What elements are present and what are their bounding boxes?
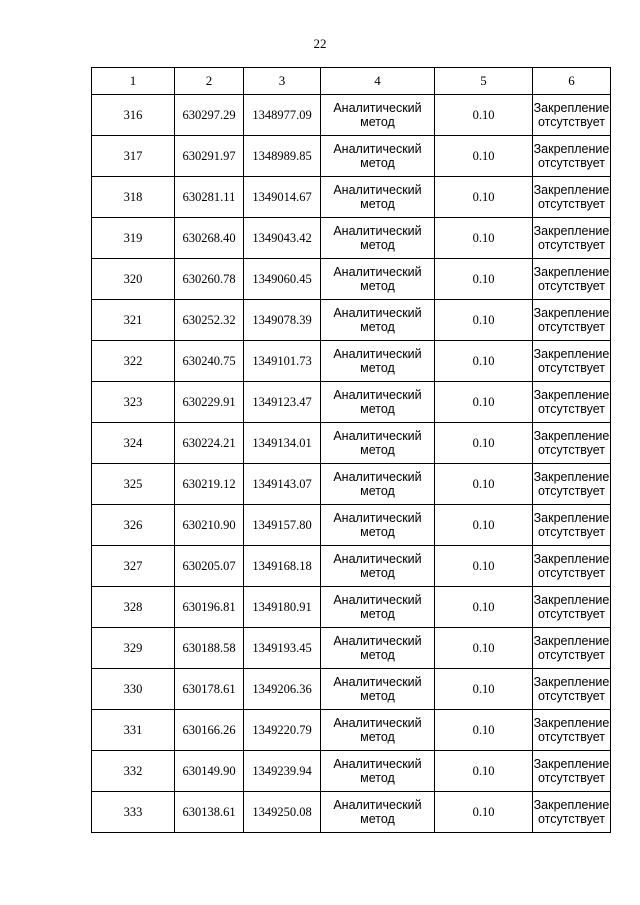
point-number-cell: 317 bbox=[92, 136, 175, 177]
precision-cell: 0.10 bbox=[435, 382, 533, 423]
x-coordinate-cell: 630224.21 bbox=[175, 423, 244, 464]
fixing-line-2: отсутствует bbox=[537, 566, 606, 580]
fixing-cell bbox=[533, 751, 611, 792]
x-coordinate-cell: 630297.29 bbox=[175, 95, 244, 136]
method-cell bbox=[321, 710, 435, 751]
method-cell bbox=[321, 259, 435, 300]
y-coordinate-cell: 1349250.08 bbox=[244, 792, 321, 833]
method-line-2: метод bbox=[360, 197, 395, 211]
fixing-line-1: Закрепление bbox=[533, 798, 610, 812]
point-number-cell: 333 bbox=[92, 792, 175, 833]
method-line-1: Аналитический bbox=[333, 347, 422, 361]
fixing-cell bbox=[533, 95, 611, 136]
method-line-2: метод bbox=[360, 607, 395, 621]
fixing-line-2: отсутствует bbox=[537, 648, 606, 662]
fixing-line-1: Закрепление bbox=[533, 388, 610, 402]
method-cell bbox=[321, 628, 435, 669]
method-line-1: Аналитический bbox=[333, 429, 422, 443]
method-line-2: метод bbox=[360, 566, 395, 580]
y-coordinate-cell: 1349123.47 bbox=[244, 382, 321, 423]
fixing-line-1: Закрепление bbox=[533, 552, 610, 566]
precision-cell: 0.10 bbox=[435, 751, 533, 792]
fixing-cell bbox=[533, 382, 611, 423]
precision-cell: 0.10 bbox=[435, 259, 533, 300]
point-number-cell: 324 bbox=[92, 423, 175, 464]
method-cell bbox=[321, 751, 435, 792]
coordinates-table bbox=[91, 67, 611, 833]
precision-cell: 0.10 bbox=[435, 423, 533, 464]
fixing-line-2: отсутствует bbox=[537, 361, 606, 375]
method-cell bbox=[321, 587, 435, 628]
method-line-1: Аналитический bbox=[333, 183, 422, 197]
fixing-cell bbox=[533, 505, 611, 546]
y-coordinate-cell: 1349143.07 bbox=[244, 464, 321, 505]
point-number-cell: 323 bbox=[92, 382, 175, 423]
fixing-cell bbox=[533, 710, 611, 751]
method-cell bbox=[321, 669, 435, 710]
y-coordinate-cell: 1349043.42 bbox=[244, 218, 321, 259]
table-body bbox=[92, 95, 611, 833]
table-row bbox=[92, 587, 611, 628]
fixing-line-1: Закрепление bbox=[533, 183, 610, 197]
x-coordinate-cell: 630205.07 bbox=[175, 546, 244, 587]
fixing-line-1: Закрепление bbox=[533, 470, 610, 484]
method-line-2: метод bbox=[360, 648, 395, 662]
column-header-3: 3 bbox=[244, 68, 321, 95]
method-line-2: метод bbox=[360, 771, 395, 785]
fixing-line-2: отсутствует bbox=[537, 689, 606, 703]
fixing-cell bbox=[533, 546, 611, 587]
fixing-cell bbox=[533, 136, 611, 177]
method-line-2: метод bbox=[360, 320, 395, 334]
point-number-cell: 330 bbox=[92, 669, 175, 710]
point-number-cell: 329 bbox=[92, 628, 175, 669]
method-line-1: Аналитический bbox=[333, 716, 422, 730]
method-cell bbox=[321, 423, 435, 464]
method-line-1: Аналитический bbox=[333, 757, 422, 771]
table-row bbox=[92, 546, 611, 587]
x-coordinate-cell: 630268.40 bbox=[175, 218, 244, 259]
precision-cell: 0.10 bbox=[435, 218, 533, 259]
fixing-line-2: отсутствует bbox=[537, 320, 606, 334]
y-coordinate-cell: 1349101.73 bbox=[244, 341, 321, 382]
method-line-2: метод bbox=[360, 730, 395, 744]
fixing-line-2: отсутствует bbox=[537, 402, 606, 416]
table-row bbox=[92, 505, 611, 546]
fixing-line-1: Закрепление bbox=[533, 101, 610, 115]
x-coordinate-cell: 630149.90 bbox=[175, 751, 244, 792]
method-cell bbox=[321, 177, 435, 218]
method-cell bbox=[321, 95, 435, 136]
column-header-6: 6 bbox=[533, 68, 611, 95]
table-row bbox=[92, 341, 611, 382]
fixing-line-1: Закрепление bbox=[533, 757, 610, 771]
method-line-1: Аналитический bbox=[333, 224, 422, 238]
y-coordinate-cell: 1349134.01 bbox=[244, 423, 321, 464]
precision-cell: 0.10 bbox=[435, 710, 533, 751]
table-row bbox=[92, 136, 611, 177]
table-row bbox=[92, 259, 611, 300]
method-line-1: Аналитический bbox=[333, 470, 422, 484]
x-coordinate-cell: 630252.32 bbox=[175, 300, 244, 341]
point-number-cell: 332 bbox=[92, 751, 175, 792]
fixing-line-2: отсутствует bbox=[537, 279, 606, 293]
method-line-2: метод bbox=[360, 443, 395, 457]
fixing-line-1: Закрепление bbox=[533, 675, 610, 689]
y-coordinate-cell: 1349157.80 bbox=[244, 505, 321, 546]
y-coordinate-cell: 1348977.09 bbox=[244, 95, 321, 136]
fixing-cell bbox=[533, 628, 611, 669]
y-coordinate-cell: 1349206.36 bbox=[244, 669, 321, 710]
table-row bbox=[92, 300, 611, 341]
method-cell bbox=[321, 505, 435, 546]
fixing-line-2: отсутствует bbox=[537, 730, 606, 744]
table-row bbox=[92, 628, 611, 669]
x-coordinate-cell: 630219.12 bbox=[175, 464, 244, 505]
y-coordinate-cell: 1349193.45 bbox=[244, 628, 321, 669]
fixing-line-1: Закрепление bbox=[533, 142, 610, 156]
method-cell bbox=[321, 382, 435, 423]
fixing-cell bbox=[533, 792, 611, 833]
method-line-2: метод bbox=[360, 689, 395, 703]
method-line-1: Аналитический bbox=[333, 388, 422, 402]
x-coordinate-cell: 630240.75 bbox=[175, 341, 244, 382]
x-coordinate-cell: 630166.26 bbox=[175, 710, 244, 751]
table-row bbox=[92, 669, 611, 710]
method-line-2: метод bbox=[360, 525, 395, 539]
x-coordinate-cell: 630291.97 bbox=[175, 136, 244, 177]
method-cell bbox=[321, 136, 435, 177]
fixing-line-1: Закрепление bbox=[533, 265, 610, 279]
table-row bbox=[92, 464, 611, 505]
method-line-2: метод bbox=[360, 484, 395, 498]
y-coordinate-cell: 1349168.18 bbox=[244, 546, 321, 587]
x-coordinate-cell: 630196.81 bbox=[175, 587, 244, 628]
point-number-cell: 326 bbox=[92, 505, 175, 546]
method-cell bbox=[321, 341, 435, 382]
fixing-line-2: отсутствует bbox=[537, 197, 606, 211]
method-cell bbox=[321, 218, 435, 259]
column-header-5: 5 bbox=[435, 68, 533, 95]
point-number-cell: 320 bbox=[92, 259, 175, 300]
method-line-2: метод bbox=[360, 812, 395, 826]
x-coordinate-cell: 630281.11 bbox=[175, 177, 244, 218]
method-line-1: Аналитический bbox=[333, 593, 422, 607]
fixing-cell bbox=[533, 587, 611, 628]
y-coordinate-cell: 1349060.45 bbox=[244, 259, 321, 300]
precision-cell: 0.10 bbox=[435, 792, 533, 833]
x-coordinate-cell: 630188.58 bbox=[175, 628, 244, 669]
table-row bbox=[92, 710, 611, 751]
fixing-line-2: отсутствует bbox=[537, 156, 606, 170]
point-number-cell: 318 bbox=[92, 177, 175, 218]
fixing-cell bbox=[533, 423, 611, 464]
table-row bbox=[92, 382, 611, 423]
precision-cell: 0.10 bbox=[435, 669, 533, 710]
method-line-1: Аналитический bbox=[333, 306, 422, 320]
fixing-line-1: Закрепление bbox=[533, 429, 610, 443]
fixing-line-2: отсутствует bbox=[537, 607, 606, 621]
fixing-line-2: отсутствует bbox=[537, 484, 606, 498]
precision-cell: 0.10 bbox=[435, 505, 533, 546]
method-line-1: Аналитический bbox=[333, 634, 422, 648]
method-cell bbox=[321, 464, 435, 505]
method-cell bbox=[321, 300, 435, 341]
precision-cell: 0.10 bbox=[435, 587, 533, 628]
precision-cell: 0.10 bbox=[435, 177, 533, 218]
fixing-line-1: Закрепление bbox=[533, 224, 610, 238]
x-coordinate-cell: 630229.91 bbox=[175, 382, 244, 423]
y-coordinate-cell: 1349239.94 bbox=[244, 751, 321, 792]
method-line-1: Аналитический bbox=[333, 798, 422, 812]
fixing-cell bbox=[533, 177, 611, 218]
method-line-2: метод bbox=[360, 238, 395, 252]
column-header-4: 4 bbox=[321, 68, 435, 95]
method-line-1: Аналитический bbox=[333, 142, 422, 156]
table-row bbox=[92, 751, 611, 792]
method-line-1: Аналитический bbox=[333, 101, 422, 115]
precision-cell: 0.10 bbox=[435, 464, 533, 505]
column-header-2: 2 bbox=[175, 68, 244, 95]
point-number-cell: 325 bbox=[92, 464, 175, 505]
fixing-cell bbox=[533, 464, 611, 505]
fixing-line-1: Закрепление bbox=[533, 634, 610, 648]
method-line-1: Аналитический bbox=[333, 511, 422, 525]
y-coordinate-cell: 1349078.39 bbox=[244, 300, 321, 341]
precision-cell: 0.10 bbox=[435, 95, 533, 136]
y-coordinate-cell: 1349180.91 bbox=[244, 587, 321, 628]
point-number-cell: 321 bbox=[92, 300, 175, 341]
method-line-1: Аналитический bbox=[333, 265, 422, 279]
method-line-2: метод bbox=[360, 156, 395, 170]
fixing-line-1: Закрепление bbox=[533, 511, 610, 525]
precision-cell: 0.10 bbox=[435, 300, 533, 341]
method-cell bbox=[321, 546, 435, 587]
fixing-line-2: отсутствует bbox=[537, 771, 606, 785]
method-line-2: метод bbox=[360, 115, 395, 129]
method-line-1: Аналитический bbox=[333, 675, 422, 689]
method-line-2: метод bbox=[360, 279, 395, 293]
table-row bbox=[92, 95, 611, 136]
point-number-cell: 322 bbox=[92, 341, 175, 382]
table-row bbox=[92, 218, 611, 259]
precision-cell: 0.10 bbox=[435, 628, 533, 669]
table-row bbox=[92, 177, 611, 218]
point-number-cell: 316 bbox=[92, 95, 175, 136]
precision-cell: 0.10 bbox=[435, 546, 533, 587]
x-coordinate-cell: 630210.90 bbox=[175, 505, 244, 546]
y-coordinate-cell: 1349220.79 bbox=[244, 710, 321, 751]
fixing-cell bbox=[533, 218, 611, 259]
column-header-1: 1 bbox=[92, 68, 175, 95]
table-row bbox=[92, 423, 611, 464]
point-number-cell: 331 bbox=[92, 710, 175, 751]
fixing-line-2: отсутствует bbox=[537, 525, 606, 539]
page-number: 22 bbox=[313, 36, 327, 51]
fixing-cell bbox=[533, 300, 611, 341]
method-cell bbox=[321, 792, 435, 833]
method-line-2: метод bbox=[360, 402, 395, 416]
fixing-line-2: отсутствует bbox=[537, 238, 606, 252]
fixing-line-1: Закрепление bbox=[533, 593, 610, 607]
point-number-cell: 328 bbox=[92, 587, 175, 628]
fixing-line-1: Закрепление bbox=[533, 306, 610, 320]
table-header-row bbox=[92, 68, 611, 95]
fixing-cell bbox=[533, 341, 611, 382]
fixing-line-2: отсутствует bbox=[537, 443, 606, 457]
precision-cell: 0.10 bbox=[435, 341, 533, 382]
y-coordinate-cell: 1349014.67 bbox=[244, 177, 321, 218]
point-number-cell: 327 bbox=[92, 546, 175, 587]
fixing-line-1: Закрепление bbox=[533, 716, 610, 730]
fixing-line-2: отсутствует bbox=[537, 812, 606, 826]
table-row bbox=[92, 792, 611, 833]
x-coordinate-cell: 630260.78 bbox=[175, 259, 244, 300]
fixing-line-1: Закрепление bbox=[533, 347, 610, 361]
fixing-cell bbox=[533, 259, 611, 300]
method-line-1: Аналитический bbox=[333, 552, 422, 566]
y-coordinate-cell: 1348989.85 bbox=[244, 136, 321, 177]
precision-cell: 0.10 bbox=[435, 136, 533, 177]
fixing-line-2: отсутствует bbox=[537, 115, 606, 129]
x-coordinate-cell: 630178.61 bbox=[175, 669, 244, 710]
x-coordinate-cell: 630138.61 bbox=[175, 792, 244, 833]
fixing-cell bbox=[533, 669, 611, 710]
method-line-2: метод bbox=[360, 361, 395, 375]
point-number-cell: 319 bbox=[92, 218, 175, 259]
